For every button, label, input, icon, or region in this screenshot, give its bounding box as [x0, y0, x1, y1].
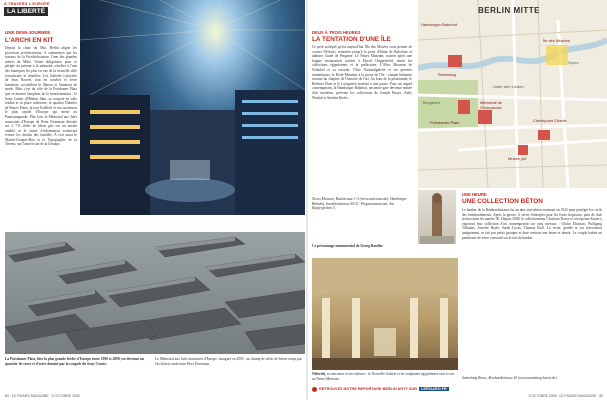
museum-caption [312, 372, 458, 384]
right-footer: 3 OCTOBRE 2008 · LE FIGARO MAGAZINE · 85 [528, 394, 603, 398]
section-tag: À TRAVERS L'EUROPE [4, 2, 50, 6]
map-label-reichstag: Reichstag [438, 72, 456, 77]
museum-caption-head: Néfertiti, [312, 372, 326, 376]
left-caption-text: La Potsdamer Platz, hier la plus grande friche d'Europe entre 1990 et 2000, est devenue un quartier de verre et d'acier dominé par la coupole du Sony Center. [5, 357, 144, 366]
map-title: BERLIN MITTE [478, 6, 540, 15]
left-headline: L'ARCHI EN KIT [5, 37, 54, 44]
banner-site[interactable]: LEFIGARO.FR [421, 387, 447, 391]
right-kicker: UNE HEURE [462, 192, 487, 197]
sculpture-caption-head: Ce personnage monumental de Georg Baselitz [312, 244, 383, 248]
middle-body-text: Ce petit archipel qu'est aujourd'hui l'île des Musées vous permet de croiser Néfertiti, remonter jusqu'à la porte d'Ishtar de Babylone et admirer l'autel de Pergame. Le Neues Museum, rouvert après une longue restauration confiée à David Chipperfield, réunit les collections égyptiennes et la préhistoire. L'Altes Museum de Schinkel et sa rotonde, l'Alte Nationalgalerie et ses peintres romantiques, le Bode-Museum à la proue de l'île : chaque bâtiment raconte un chapitre de l'histoire de l'art. Au bout de la promenade, le Berliner Dom et le Lustgarten invitent à une pause. Pour un regard contemporain, la Hamburger Bahnhof, ancienne gare devenue musée d'art moderne, présente les collections de Joseph Beuys, Andy Warhol et Anselm Kiefer. [312, 45, 412, 100]
sculpture-graphic [418, 190, 456, 244]
map-label-checkpoint-charlie: Checkpoint Charlie [533, 118, 567, 123]
right-info: Sammlung Boros, Reinhardtstrasse 20 (www.sammlung-boros.de). [462, 376, 558, 380]
middle-kicker: DEUX À TROIS HEURES [312, 30, 361, 35]
sony-center-photo [80, 0, 305, 215]
section-header [2, 2, 72, 18]
map-label-spree: Spree [568, 60, 579, 65]
map-label-ile-des-musees: Île des Musées [543, 38, 570, 43]
map-label-tiergarten: Tiergarten [422, 100, 441, 105]
museum-caption-text: sa rencontre et ses cultures : la Nouvelle Galerie et les sculptures égyptiennes sont à voir au Neues Museum. [312, 372, 455, 381]
middle-info: Neues Museum, Bodestrasse 1-3 (www.smb.museum). Hamburger Bahnhof, Invalidenstrasse 50-51. Pergamonmuseum, Am Kupfergraben 5. [312, 197, 407, 211]
right-photo-caption: Le Mémorial aux Juifs assassinés d'Europe, inauguré en 2005 : un champ de stèles de béton conçu par l'architecte américain Peter Eisenman. [155, 357, 302, 366]
lefigaro-banner[interactable] [312, 385, 458, 393]
holocaust-memorial-photo [5, 232, 305, 354]
photo-strip-divider [80, 217, 305, 223]
museum-interior-graphic [312, 258, 458, 370]
left-footer: 84 · LE FIGARO MAGAZINE · 3 OCTOBRE 2008 [5, 394, 80, 398]
map-label-unter-den-linden: Unter den Linden [493, 84, 524, 89]
middle-headline: LA TENTATION D'UNE ÎLE [312, 36, 391, 43]
section-title: LA LIBERTÉ [4, 7, 48, 16]
map-label-memorial: Mémorial de l'Holocauste [480, 100, 503, 110]
banner-text: RETROUVEZ NOTRE REPORTAGE BERLIN ARTY SUR [319, 387, 418, 391]
sculpture-caption [312, 244, 457, 256]
map-label-hamburger-bahnhof: Hamburger Bahnhof [421, 22, 458, 27]
right-headline: UNE COLLECTION BÉTON [462, 198, 543, 205]
neues-museum-photo [312, 258, 458, 370]
page-gutter [306, 0, 308, 400]
left-body-text: Depuis la chute du Mur, Berlin aligne les processus architecturaux. A commencer par les travaux de la Friedrichstrasse, l'une des grandes artères de Mitte. Voisin obligatoire, pour ce périple du présent à la mémoire, s'arrêter à l'une des boutiques les plus en vue de la nouvelle ville reconstruite et réunifiée. Les Galeries Lafayette de Jean Nouvel, tout en courbes et verre lumineux, accueillent le flâneur et l'amateur de mode. Mais c'est du côté de la Potsdamer Platz que se mesure l'ampleur de la transformation : le Sony Center d'Helmut Jahn, sa coupole en toile tendue et sa place intérieure, le quartier Daimler de Renzo Piano, la tour Kollhoff et son ascenseur le plus rapide d'Europe qui mène au Panoramapunkt. Plus loin, le Mémorial aux Juifs assassinés d'Europe de Peter Eisenman déroule ses 2 711 stèles de béton gris sur un terrain ondulé, et le centre d'information souterrain retrace les destins des familles. A voir aussi le Martin-Gropius-Bau et la Topographie de la Terreur, sur l'ancien site de la Gestapo. [5, 46, 77, 147]
map-label-potsdamer-platz: Potsdamer Platz [430, 120, 460, 125]
sony-center-roof-graphic [80, 0, 305, 215]
stelae-graphic [5, 232, 305, 354]
map-label-musee-juif: Musée juif [508, 156, 527, 161]
berlin-mitte-map [418, 0, 607, 188]
left-kicker: UNE DEMI-JOURNÉE [5, 30, 51, 35]
left-photo-caption [5, 357, 150, 393]
right-body-text: Le bunker de la Reinhardtstrasse fut un abri anti-aérien construit en 1942 pour protéger les civils des bombardements. Après la guerre, il servit d'entrepôt pour les fruits tropicaux, puis de club techno dans les années 90. Depuis 2008, le collectionneur Christian Boros et son épouse Karen y exposent leur collection d'art contemporain sur cinq niveaux : Olafur Eliasson, Wolfgang Tillmans, Anselm Reyle, Sarah Lucas, Thomas Ruff. La visite, guidée et sur réservation uniquement, se fait par petits groupes et dure environ une heure et demie. Le couple habite un penthouse de verre construit sur le toit du bunker. [462, 208, 602, 240]
baselitz-sculpture-photo [418, 190, 456, 244]
arrow-icon [312, 387, 317, 392]
